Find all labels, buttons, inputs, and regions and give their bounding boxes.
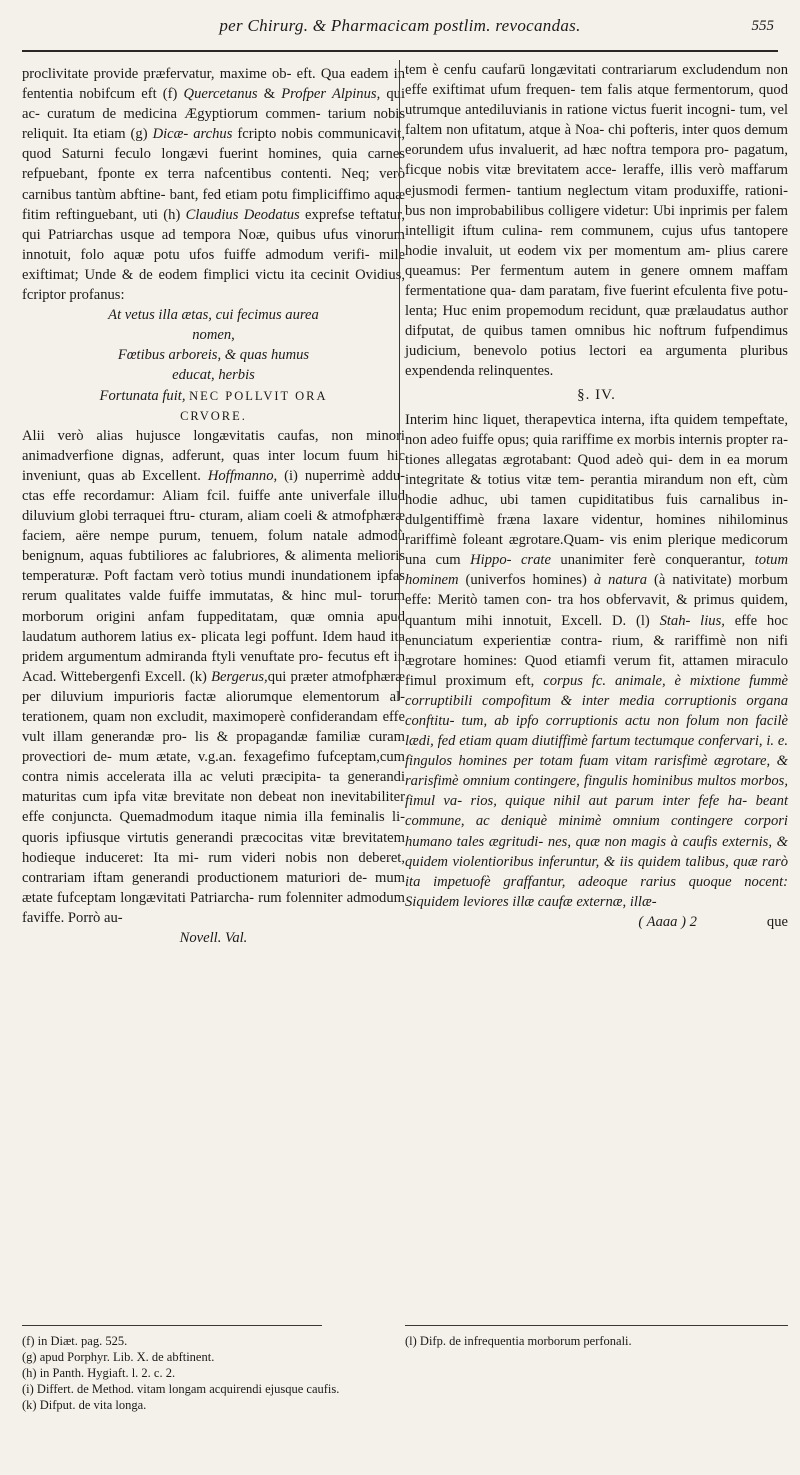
verse-line: At vetus illa ætas, cui fecimus aurea [108,307,319,324]
text-run: proclivitate provide præfervatur, maxime ob- eft. Qua eadem in fententia nobifcum eft (f) [22,66,405,103]
verse-line [22,406,405,426]
footnotes-left [22,1333,397,1413]
author-name: Bergerus, [211,668,268,685]
footnote: (g) apud Porphyr. Lib. X. de abftinent. [22,1350,215,1364]
text-run: Fortunata fuit, [99,387,190,404]
author-name: Hoffmanno, [207,467,278,484]
verse-line: educat, herbis [172,367,255,384]
text-run: effe hoc enunciatum experientiæ contra- rium, & rariffimè non nifi ægrotare homines: Quod etiamfi verum fit, attamen miraculo fimul proximum eft, [405,612,789,689]
footnote: (f) in Diæt. pag. 525. [22,1334,128,1348]
catchword-left [22,928,405,948]
catchword-right: que [766,913,788,930]
verse-line: nomen, [192,327,235,344]
text-run: & [257,86,282,103]
author-name: Claudius Deodatus [185,206,300,223]
right-column [405,60,788,932]
quoted-phrase: à natura [593,572,648,589]
text-run: NEC POLLVIT ORA [189,388,328,403]
column-divider [399,60,400,700]
left-paragraph-2 [22,426,405,928]
footnotes-right [405,1333,788,1349]
text-run: qui ac- curatum de medicina Ægyptiorum commen- tarium nobis reliquit. Ita etiam (g) [22,86,406,143]
text-run: exprefse teftatur, qui Patriarchas usque ad tempora Noæ, quibus ufus vinorum innotuit, folo aquæ potu ufos fuiffe admodum verifi- mile exiftimat; Unde & de eodem fimplici victu ita cecinit Ovidius, fcriptor profanus: [22,206,406,304]
author-name: Quercetanus [183,86,258,103]
author-name: Stah- lius, [659,612,725,629]
text-run: Alii verò alias hujusce longævitatis caufas, non minori animadverfione dignas, adferunt, quas inter locum fuum hic inveniunt, quas ab Excellent. [22,427,405,484]
author-name: Profper Alpinus, [281,86,381,103]
ovid-verse [22,305,405,426]
left-paragraph-1 [22,64,405,305]
signature-line [405,912,788,932]
text-run: Novell. Val. [179,930,248,947]
page-number: 555 [751,18,774,34]
text-run: (univerfos homines) [458,572,594,589]
right-paragraph-1: tem è cenfu caufarū longævitati contrariarum excludendum non effe exiftimat ufum frequen- tem falis atque fermentorum, quod utrumque antediluvianis in ratione victus fuerit incogni- tum, vel faltem non ufitatum, atque à Noa- chi pofteris, inter quos demum eorundem ufus invaluerit, ad hæc noftra tempora pro- pagatum, ficque nobis vitæ brevitatem acce- leraffe, illis verò maffarum ejusmodi fermen- tantium neglectum vitam produxiffe, rationi- bus non improbabilibus colligere videtur: Ubi inprimis per falem intelligit iftum culina- rem communem, cujus ufus tantopere hodie invaluit, ut eodem vix per momentum am- plius carere queamus: Per fermentum autem in genere omnem maffam fermentatione qua- dam paratam, five fuerint efculenta five potu- lenta; Huc enim propemodum recidunt, quæ prælaudatus author difputat, de quibus tamen omnibus hic noftrum fufpendimus judicium, benevolo potius lectori ea argumenta pluribus expendenda relinquentes. [405,62,788,380]
author-name: Hippo- crate [470,552,551,569]
author-name: Dicæ- archus [152,126,233,143]
text-run: (à nativitate) morbum effe: Meritò tamen con- tra hos obfervavit, & primus quidem, quantum mihi innotuit, Excell. D. (l) [405,572,788,629]
text-run: (i) nuperrimè addu- ctas effe recordamur: Aliam fcil. fuiffe ante univerfale illud diluvium globi terraquei ftru- cturam, aliam coeli & atmofphæræ faciem, aëre nempe purum, tenuem, folum natale admodù benignum, aquas fubtiliores ac falubriores, & alimenta melioris temperaturæ. Poft factam verò totius mundi inundationem ipfas rerum qualitates valde fuiffe immutatas, & hinc mul- torum morborum origini anfam fuppeditatam, quæ omnia apud laudatum authorem latius ex- plicata legi poffunt. Idem haud ita pridem argumentum admiranda ftyli venuftate pro- fecutus eft in Acad. Wittebergenfi Excell. (k) [22,467,405,685]
text-run: qui præter atmofphæræ per diluvium impurioris factæ aliorumque elementorum al- terationem, quam non excludit, maximoperè confiderandam effe vult illam generandæ pro- lis & propagandæ familiæ curam provectiori de- mum ætate, v.g.an. fexagefimo fufceptam,cum contra nimis accelerata illa ac veluti præcipita- ta generandi maturitas cum ipfa vitæ brevitate non debeat non inevitabiliter effe conjuncta. Quemadmodum itaque nimia illa feminalis li- quoris ipfiusque virtutis generandi præcocitas vitæ brevitatem hodieque induceret: Ita mi- rum videri nobis non deberet, contrariam iftam generandi productionem maturiori de- mum ætate fufceptam longævitati Patriarcha- rum folenniter admodum faviffe. Porrò au- [22,668,405,926]
right-paragraph-2 [405,410,788,912]
signature-mark: ( Aaaa ) 2 [638,913,697,930]
footnote-rule-right [405,1325,788,1326]
footnote: (h) in Panth. Hygiaft. l. 2. c. 2. [22,1366,176,1380]
footnote: (i) Differt. de Method. vitam longam acquirendi ejusque caufis. [22,1382,340,1396]
verse-line [22,386,405,406]
footnote-rule-left [22,1325,322,1326]
quoted-passage: corpus fc. animale, è mixtione fummè corruptibili compofitum & inter media corruptionis organa conftitu- tum, ab ipfo corruptionis actu non folum non facilè lædi, fed etiam quam diutiffimè fartum tectumque confervari, i. e. fingulos homines per totam fuam vitam rarisfimè ægrotare, & rarisfimè omnium contingere, fingulis hominibus multos morbos, fimul va- rios, quique nihil aut parum inter fefe ha- beant commune, ac deniquè minimè omnium contingere corpori humano tales ægritudi- nes, quæ non magis à caufis externis, & quidem violentioribus inferuntur, & iis quidem talibus, quæ rarò ita impetuofè graffantur, adeoque rarius quoque nocent: Siquidem leviores illæ caufæ externæ, illæ- [405,672,788,910]
footnote: (k) Difput. de vita longa. [22,1398,147,1412]
text-run: fcripto nobis communicavit, quod Saturni feculo longævi fuerint homines, quia carnes refpuebant, fponte ex terra nafcentibus contenti. Neq; verò carnibus tantùm abftine- bant, fed etiam potu fimpliciffimo aquæ fitim reftinguebant, uti (h) [22,126,406,223]
section-heading: §. IV. [577,386,616,403]
footnote: (l) Difp. de infrequentia morborum perfonali. [405,1334,632,1348]
left-column [22,64,405,948]
text-run: CRVORE. [180,408,247,423]
verse-line: Fœtibus arboreis, & quas humus [117,347,310,364]
text-run: unanimiter ferè conquerantur, [550,552,755,569]
header-rule [22,50,778,52]
quoted-phrase: totum hominem [405,552,788,589]
running-head: per Chirurg. & Pharmacicam postlim. revocandas. [219,16,581,35]
text-run: Interim hinc liquet, therapevtica interna, ifta quidem tempeftate, non adeo fuiffe opus; quia rariffime ex morbis internis propter ra- tiones allegatas ægrotabant: Quod adeò qui- dem in ea morum integritate & totius vitæ tem- perantia mirandum non eft, cùm hodie adhuc, ubi tamen cupiditatibus fuis carnalibus in- dulgentiffimè fræna laxare videntur, homines nihilominus rariffimè foleant ægrotare.Quam- vis enim plerique medicorum una cum [405,411,788,569]
